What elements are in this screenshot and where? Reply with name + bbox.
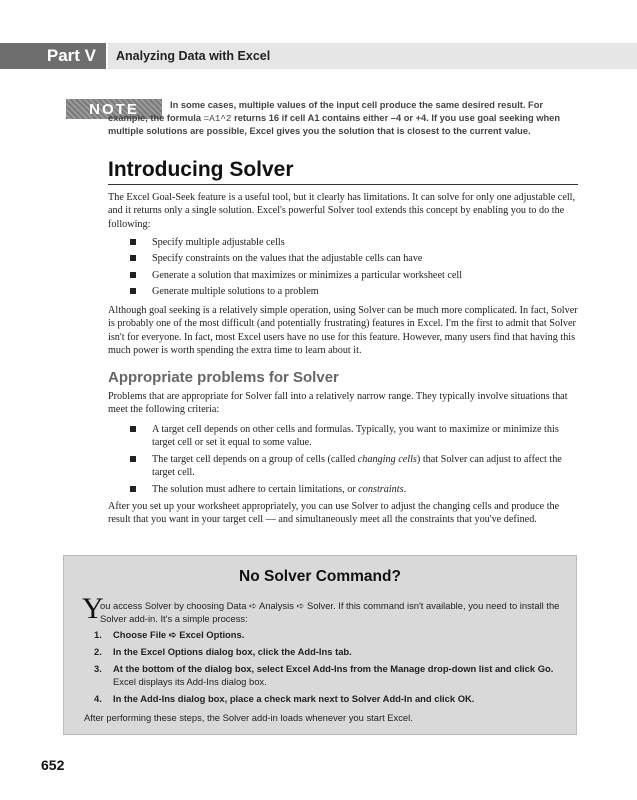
section-intro: The Excel Goal-Seek feature is a useful tool, but it clearly has limitations. It can solve for only one adjustable cell, and it returns only a single solution. Excel's powerful Solver tool extends this concept by enabling you to do the following:	[108, 192, 576, 230]
list-item: The target cell depends on a group of cells (called changing cells) that Solver can adjust to affect the target cell.	[130, 453, 578, 480]
bullet-icon	[130, 255, 136, 261]
list-item: Specify multiple adjustable cells	[130, 236, 578, 249]
sidebar-title: No Solver Command?	[239, 568, 401, 585]
list-item: 3. At the bottom of the dialog box, select Excel Add-Ins from the Manage drop-down list and click Go. Excel displays its Add-Ins dialog box.	[94, 663, 554, 687]
section-paragraph: Although goal seeking is a relatively simple operation, using Solver can be much more complicated. In fact, Solver is probably one of the most difficult (and potentially frustrating) features in Excel. I'm the first to admit that Solver isn't for everyone. In fact, most Excel users have no use for this feature. However, many users find that having this much power is worth spending the extra time to learn about it.	[108, 305, 578, 357]
list-item: Specify constraints on the values that the adjustable cells can have	[130, 252, 578, 265]
note-formula: =A1^2	[203, 112, 232, 124]
drop-cap: Y	[82, 592, 104, 625]
list-item: The solution must adhere to certain limitations, or constraints.	[130, 483, 578, 496]
note-badge: NOTE	[66, 99, 162, 119]
step-list	[94, 628, 560, 709]
note-text: In some cases, multiple values of the input cell produce the same desired result. For example, the formula =A1^2 returns 16 if cell A1 contains either –4 or +4. If you use goal seeking when multiple solutions are possible, Excel gives you the solution that is closest to the current value.	[108, 100, 561, 136]
feature-list	[130, 236, 578, 302]
chapter-title: Analyzing Data with Excel	[108, 43, 637, 69]
bullet-icon	[130, 239, 136, 245]
bullet-icon	[130, 456, 136, 462]
page-number: 652	[41, 757, 65, 773]
bullet-icon	[130, 288, 136, 294]
list-item: Generate a solution that maximizes or minimizes a particular worksheet cell	[130, 269, 578, 282]
list-item: 2. In the Excel Options dialog box, click the Add-Ins tab.	[94, 646, 352, 657]
sidebar-intro: ou access Solver by choosing Data ➪ Analysis ➪ Solver. If this command isn't available, you need to install the Solver add-in. It's a simple process:	[100, 600, 560, 624]
sidebar-box	[63, 555, 577, 735]
bullet-icon	[130, 426, 136, 432]
list-item: Generate multiple solutions to a problem	[130, 285, 578, 298]
subsection-outro: After you set up your worksheet appropriately, you can use Solver to adjust the changing cells and produce the result that you want in your target cell — and simultaneously meet all the constraints that you've defined.	[108, 501, 560, 526]
section-title: Introducing Solver	[108, 158, 578, 185]
list-item: 4. In the Add-Ins dialog box, place a check mark next to Solver Add-In and click OK.	[94, 693, 475, 704]
list-item: 1. Choose File ➪ Excel Options.	[94, 629, 245, 640]
sidebar-outro: After performing these steps, the Solver add-in loads whenever you start Excel.	[84, 712, 413, 723]
criteria-list	[130, 423, 578, 499]
subsection-title: Appropriate problems for Solver	[108, 369, 339, 386]
bullet-icon	[130, 486, 136, 492]
subsection-intro: Problems that are appropriate for Solver fall into a relatively narrow range. They typically involve situations that meet the following criteria:	[108, 391, 568, 416]
list-item: A target cell depends on other cells and formulas. Typically, you want to maximize or minimize this target cell or set it equal to some value.	[130, 423, 578, 450]
bullet-icon	[130, 272, 136, 278]
part-label: Part V	[0, 43, 106, 69]
